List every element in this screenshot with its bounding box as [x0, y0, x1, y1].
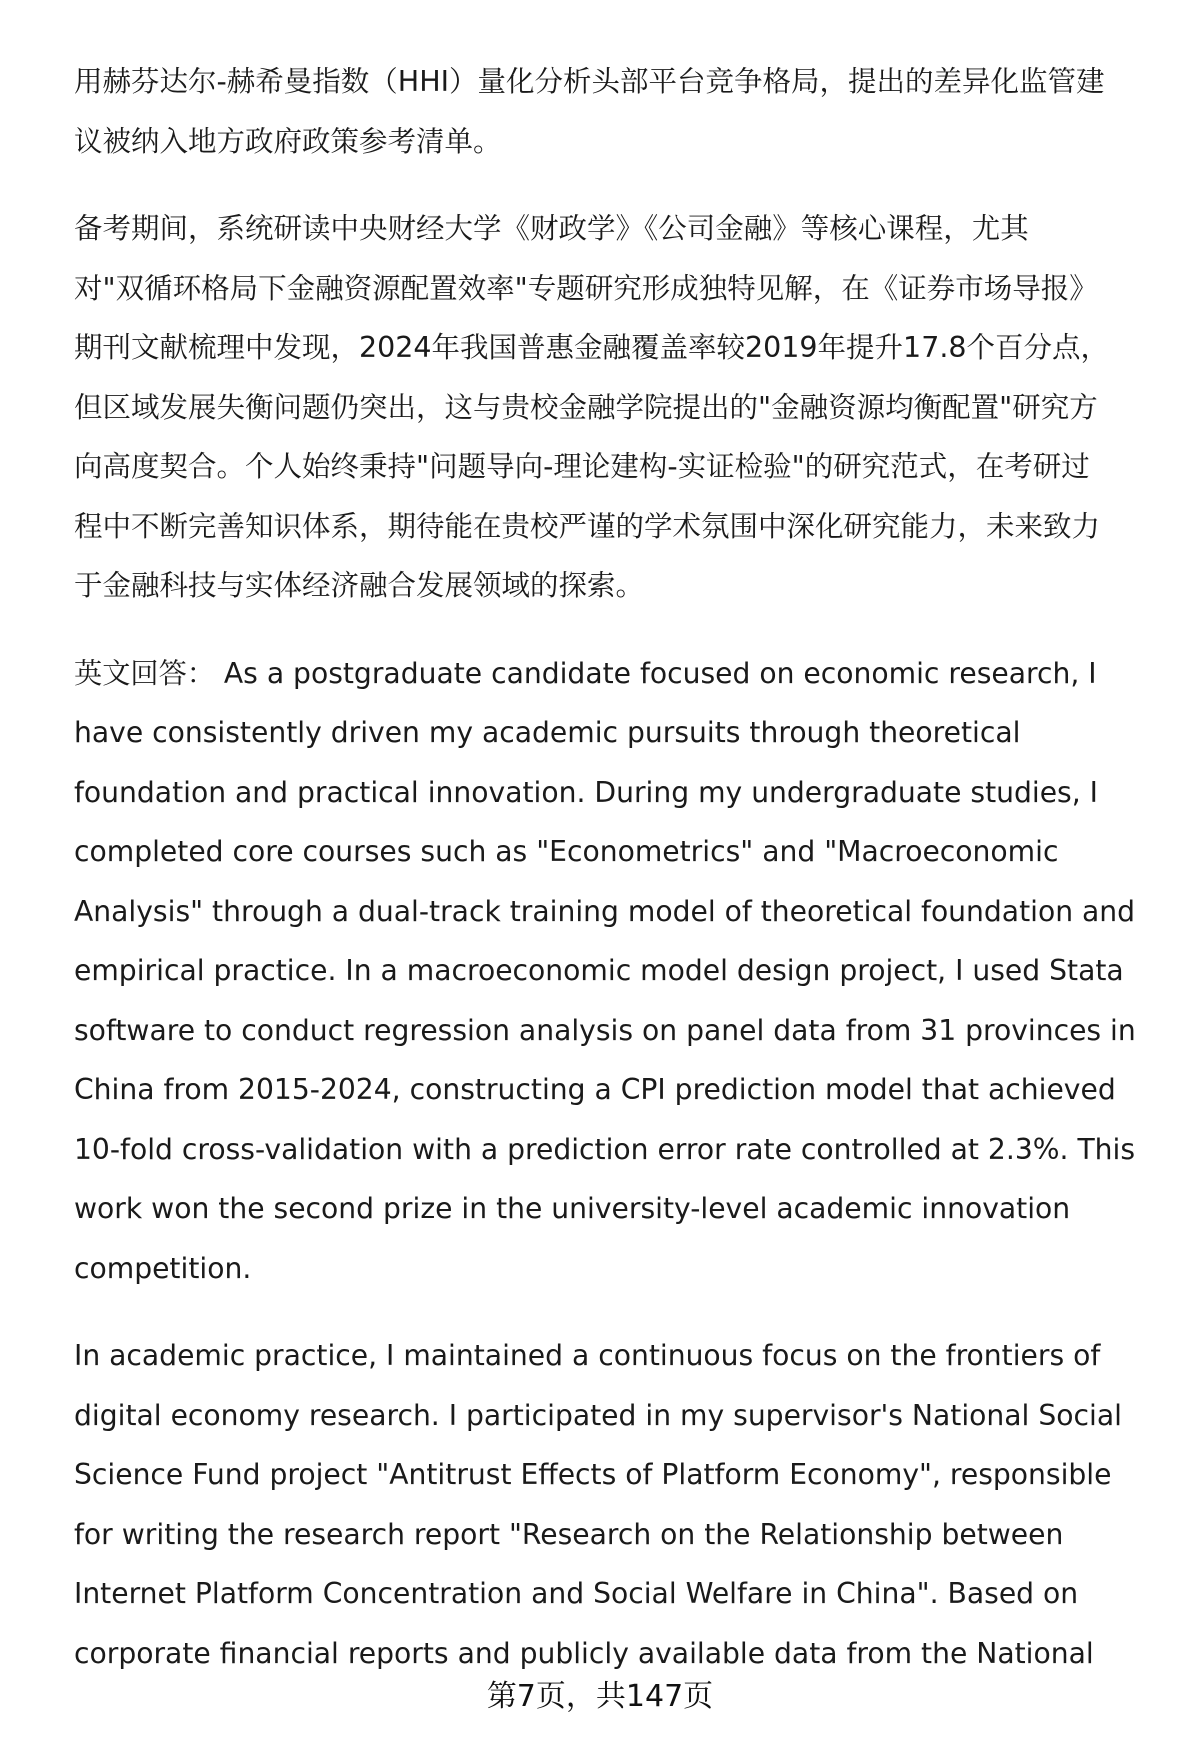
paragraph-line: Analysis" through a dual-track training model of theoretical foundation and — [74, 894, 1136, 928]
paragraph-line: corporate financial reports and publicly available data from the National — [74, 1636, 1094, 1670]
paragraph-line: completed core courses such as "Econometrics" and "Macroeconomic — [74, 835, 1059, 868]
paragraph-line: 向高度契合。个人始终秉持"问题导向-理论建构-实证检验"的研究范式，在考研过 — [74, 450, 1090, 483]
document-body — [74, 52, 1164, 1711]
paragraph-line: empirical practice. In a macroeconomic model design project, I used Stata — [74, 954, 1124, 987]
paragraph-line: 于金融科技与实体经济融合发展领域的探索。 — [74, 569, 645, 602]
page-number-footer: 第7页，共147页 — [486, 1679, 714, 1714]
paragraph-line: 议被纳入地方政府政策参考清单。 — [74, 124, 502, 158]
paragraph-line: foundation and practical innovation. During my undergraduate studies, I — [74, 775, 1098, 809]
paragraph-line: 用赫芬达尔-赫希曼指数（HHI）量化分析头部平台竞争格局，提出的差异化监管建 — [74, 65, 1105, 98]
paragraph-1 — [74, 52, 1164, 171]
paragraph-line: 备考期间，系统研读中央财经大学《财政学》《公司金融》等核心课程，尤其 — [74, 212, 1029, 245]
paragraph-line: 10-fold cross-validation with a prediction error rate controlled at 2.3%. This — [74, 1132, 1136, 1166]
paragraph-line: digital economy research. I participated in my supervisor's National Social — [74, 1398, 1122, 1432]
paragraph-line: competition. — [74, 1251, 252, 1285]
paragraph-line: work won the second prize in the university-level academic innovation — [74, 1192, 1071, 1225]
paragraph-line: China from 2015-2024, constructing a CPI prediction model that achieved — [74, 1073, 1116, 1106]
paragraph-3 — [74, 644, 1164, 1299]
paragraph-line: Science Fund project "Antitrust Effects of Platform Economy", responsible — [74, 1458, 1112, 1491]
paragraph-line: 期刊文献梳理中发现，2024年我国普惠金融覆盖率较2019年提升17.8个百分点， — [74, 331, 1110, 364]
paragraph-line: 英文回答： As a postgraduate candidate focused on economic research, I — [74, 656, 1097, 690]
paragraph-4 — [74, 1326, 1164, 1683]
paragraph-line: 但区域发展失衡问题仍突出，这与贵校金融学院提出的"金融资源均衡配置"研究方 — [74, 390, 1098, 424]
paragraph-line: for writing the research report "Research on the Relationship between — [74, 1517, 1064, 1551]
paragraph-line: have consistently driven my academic pursuits through theoretical — [74, 716, 1021, 749]
paragraph-2 — [74, 199, 1164, 616]
paragraph-line: In academic practice, I maintained a continuous focus on the frontiers of — [74, 1339, 1101, 1372]
paragraph-line: software to conduct regression analysis on panel data from 31 provinces in — [74, 1013, 1136, 1047]
paragraph-line: Internet Platform Concentration and Social Welfare in China". Based on — [74, 1577, 1079, 1610]
paragraph-line: 对"双循环格局下金融资源配置效率"专题研究形成独特见解，在《证券市场导报》 — [74, 271, 1098, 305]
paragraph-line: 程中不断完善知识体系，期待能在贵校严谨的学术氛围中深化研究能力，未来致力 — [74, 509, 1101, 543]
